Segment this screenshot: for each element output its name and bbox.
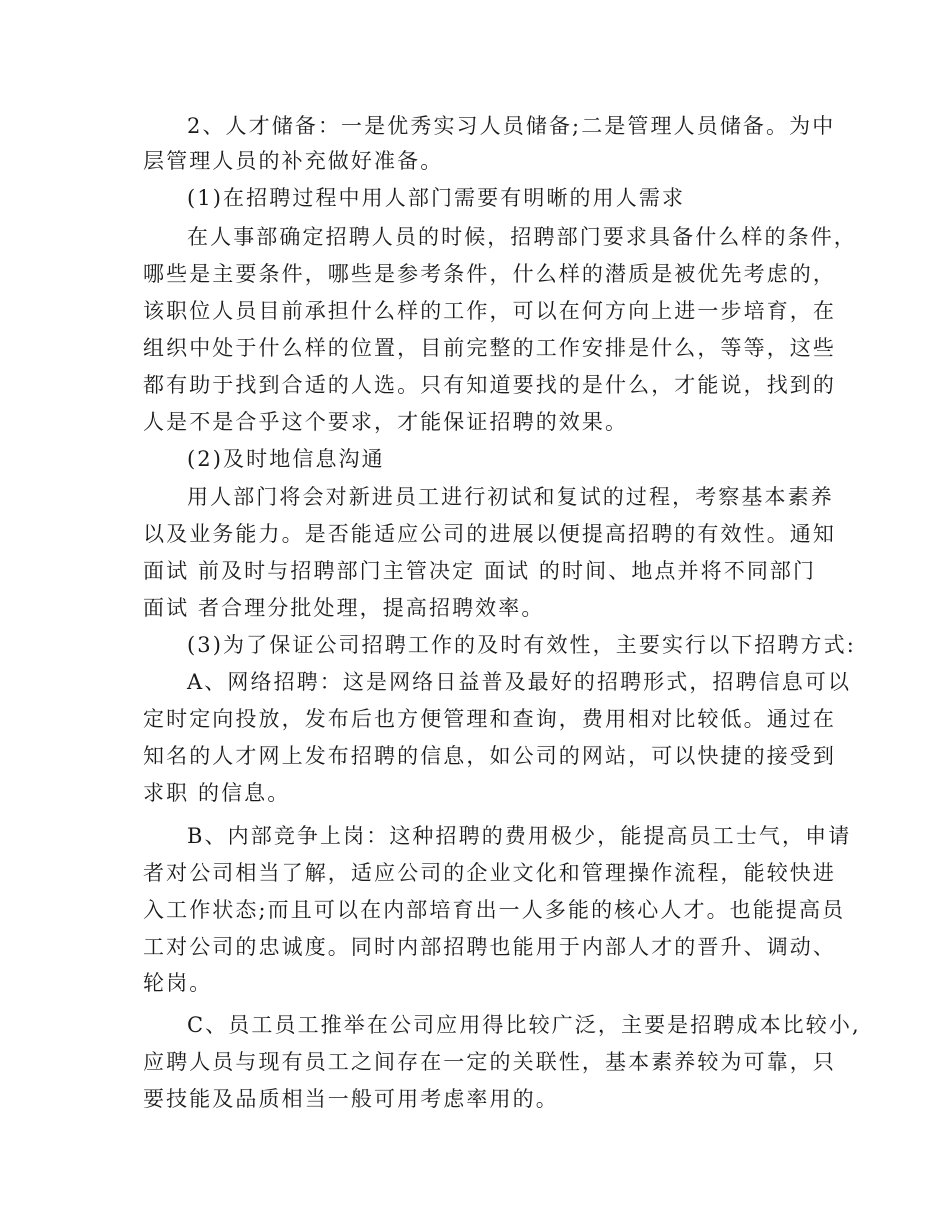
text-line: 面试 前及时与招聘部门主管决定 面试 的时间、地点并将不同部门 (143, 559, 817, 583)
text-line: 应聘人员与现有员工之间存在一定的关联性，基本素养较为可靠，只 (143, 1050, 836, 1074)
text-line: 组织中处于什么样的位置，目前完整的工作安排是什么，等等，这些 (143, 336, 836, 360)
text-line: 2、人才储备：一是优秀实习人员储备;二是管理人员储备。为中 (187, 114, 836, 138)
text-line: 要技能及品质相当一般可用考虑率用的。 (143, 1087, 559, 1111)
text-line: 工对公司的忠诚度。同时内部招聘也能用于内部人才的晋升、调动、 (143, 935, 836, 959)
text-line: (2)及时地信息沟通 (187, 447, 385, 471)
text-line: A、网络招聘：这是网络日益普及最好的招聘形式，招聘信息可以 (187, 670, 852, 694)
text-line: 者对公司相当了解，适应公司的企业文化和管理操作流程，能较快进 (143, 861, 836, 885)
text-line: 哪些是主要条件，哪些是参考条件，什么样的潜质是被优先考虑的， (143, 262, 836, 286)
text-line: 面试 者合理分批处理，提高招聘效率。 (143, 596, 545, 620)
text-line: (3)为了保证公司招聘工作的及时有效性，主要实行以下招聘方式: (187, 633, 856, 657)
text-line: 层管理人员的补充做好准备。 (143, 149, 444, 173)
text-line: 求职 的信息。 (143, 781, 291, 805)
text-line: B、内部竞争上岗：这种招聘的费用极少，能提高员工士气，申请 (187, 824, 852, 848)
text-line: 轮岗。 (143, 971, 213, 995)
text-line: 用人部门将会对新进员工进行初试和复试的过程，考察基本素养 (187, 485, 834, 509)
text-line: 在人事部确定招聘人员的时候，招聘部门要求具备什么样的条件， (187, 225, 857, 249)
text-line: 人是不是合乎这个要求，才能保证招聘的效果。 (143, 410, 629, 434)
text-line: 该职位人员目前承担什么样的工作，可以在何方向上进一步培育，在 (143, 299, 836, 323)
text-line: 知名的人才网上发布招聘的信息，如公司的网站，可以快捷的接受到 (143, 744, 836, 768)
text-line: (1)在招聘过程中用人部门需要有明晰的用人需求 (187, 186, 686, 210)
text-line: C、员工员工推举在公司应用得比较广泛，主要是招聘成本比较小, (187, 1013, 861, 1037)
text-line: 定时定向投放，发布后也方便管理和查询，费用相对比较低。通过在 (143, 707, 836, 731)
text-line: 以及业务能力。是否能适应公司的进展以便提高招聘的有效性。通知 (143, 522, 836, 546)
text-line: 入工作状态;而且可以在内部培育出一人多能的核心人才。也能提高员 (143, 898, 846, 922)
text-line: 都有助于找到合适的人选。只有知道要找的是什么，才能说，找到的 (143, 373, 836, 397)
